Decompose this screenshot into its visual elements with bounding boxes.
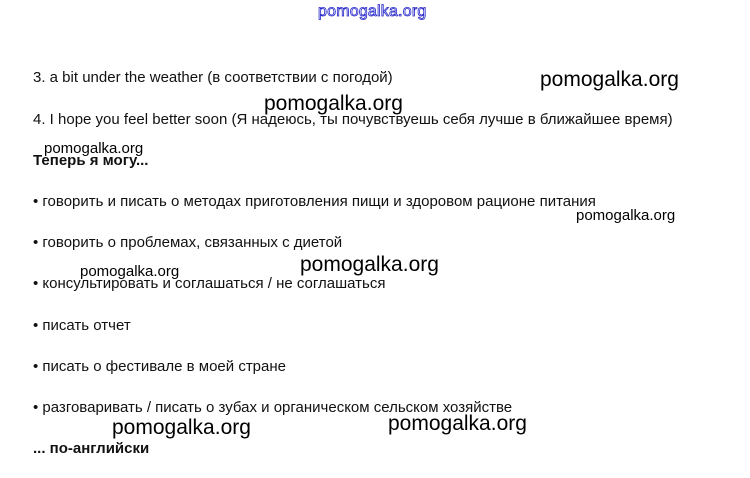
watermark: pomogalka.org <box>300 253 439 276</box>
skill-bullet-cooking: • говорить и писать о методах приготовления пищи и здоровом рационе питания <box>33 193 596 210</box>
watermark: pomogalka.org <box>576 207 676 224</box>
header-watermark: pomogalka.org <box>318 3 427 20</box>
phrase-item-3: 3. a bit under the weather (в соответствии с погодой) <box>33 69 393 86</box>
watermark: pomogalka.org <box>80 263 180 280</box>
watermark: pomogalka.org <box>112 416 251 439</box>
section-title: Теперь я могу... <box>33 152 149 169</box>
skill-bullet-diet-problems: • говорить о проблемах, связанных с диетой <box>33 234 343 251</box>
watermark: pomogalka.org <box>44 140 144 157</box>
skill-bullet-consulting: • консультировать и соглашаться / не соглашаться <box>33 275 386 292</box>
watermark: pomogalka.org <box>540 68 679 91</box>
skill-bullet-report: • писать отчет <box>33 317 131 334</box>
footer-text: ... по-английски <box>33 440 150 457</box>
phrase-item-4: 4. I hope you feel better soon (Я надеюсь, ты почувствуешь себя лучше в ближайшее время) <box>33 111 673 128</box>
skill-bullet-festival: • писать о фестивале в моей стране <box>33 358 286 375</box>
watermark: pomogalka.org <box>264 92 403 115</box>
watermark: pomogalka.org <box>388 412 527 435</box>
skill-bullet-teeth-farming: • разговаривать / писать о зубах и органическом сельском хозяйстве <box>33 399 513 416</box>
